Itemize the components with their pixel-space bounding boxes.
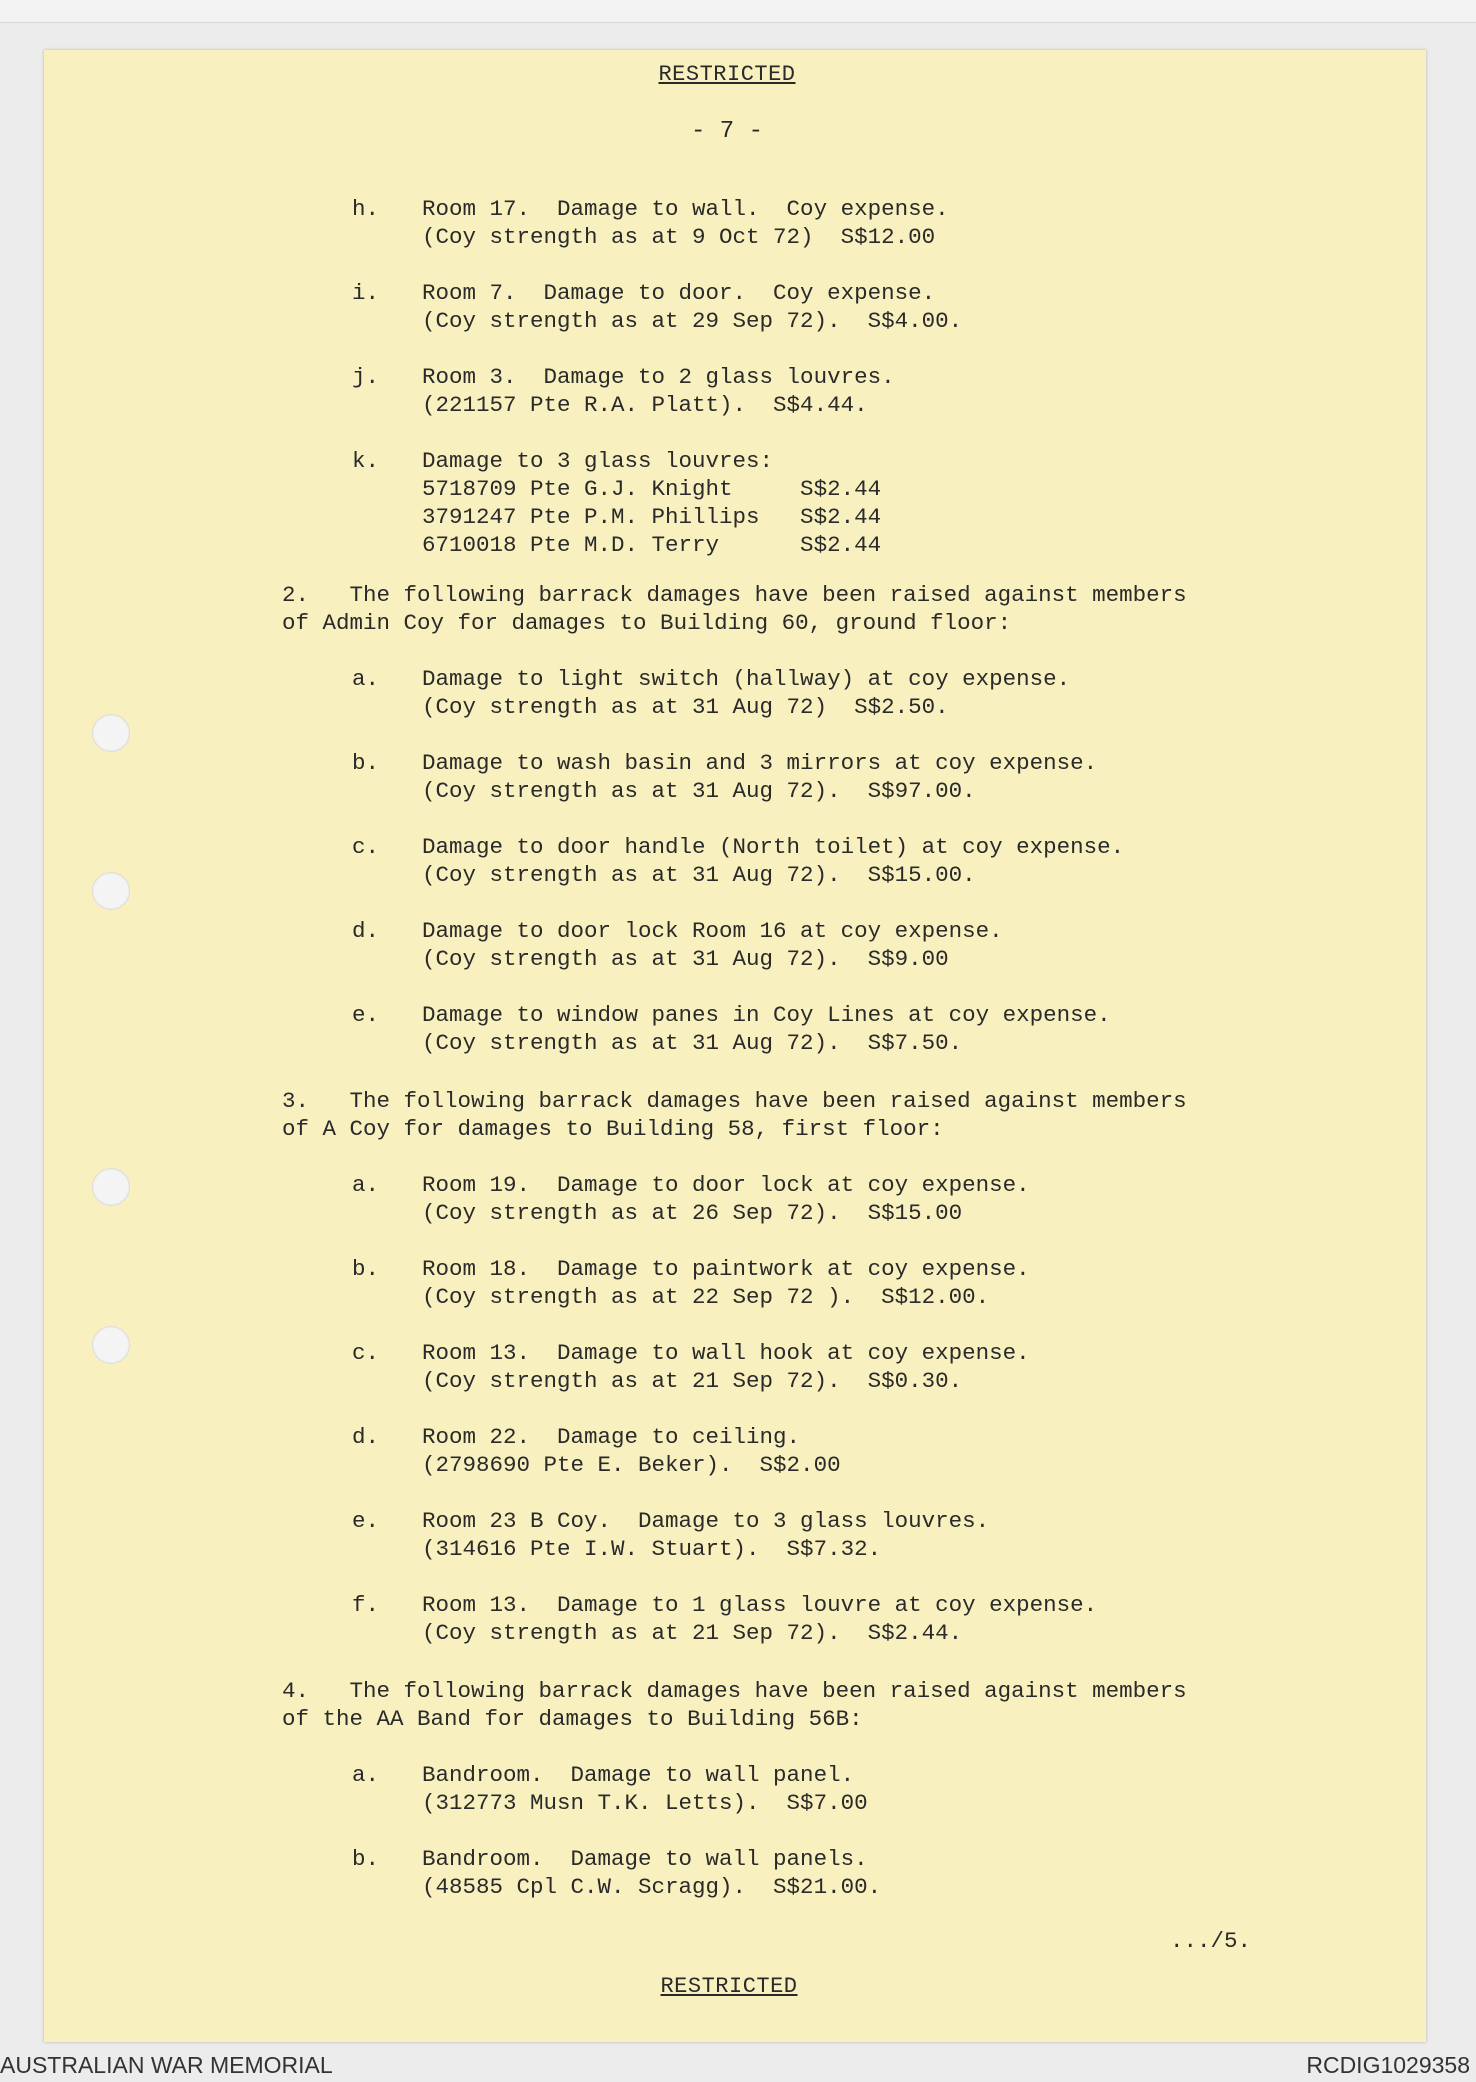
item-line: Room 13. Damage to 1 glass louvre at coy expense. [422, 1592, 1098, 1618]
item-line: (Coy strength as at 9 Oct 72) S$12.00 [422, 224, 936, 250]
item-letter: e. [352, 1508, 380, 1534]
item-letter: i. [352, 280, 380, 306]
item-letter: f. [352, 1592, 380, 1618]
item-letter: b. [352, 1256, 380, 1282]
item-letter: c. [352, 834, 380, 860]
item-line: Damage to light switch (hallway) at coy expense. [422, 666, 1071, 692]
item-letter: j. [352, 364, 380, 390]
classification-header: RESTRICTED [658, 62, 796, 87]
paragraph-line: 4. The following barrack damages have been raised against members [282, 1678, 1187, 1704]
classification-footer: RESTRICTED [660, 1974, 798, 1999]
item-line: Bandroom. Damage to wall panels. [422, 1846, 868, 1872]
item-letter: b. [352, 1846, 380, 1872]
item-letter: h. [352, 196, 380, 222]
page-number: - 7 - [690, 118, 763, 145]
punch-hole [92, 1326, 130, 1364]
paragraph-line: 2. The following barrack damages have been raised against members [282, 582, 1187, 608]
item-line: (Coy strength as at 21 Sep 72). S$0.30. [422, 1368, 963, 1394]
item-line: Room 13. Damage to wall hook at coy expense. [422, 1340, 1030, 1366]
punch-hole [92, 872, 130, 910]
paragraph-line: 3. The following barrack damages have been raised against members [282, 1088, 1187, 1114]
item-line: Damage to wash basin and 3 mirrors at coy expense. [422, 750, 1098, 776]
item-line: (Coy strength as at 31 Aug 72) S$2.50. [422, 694, 949, 720]
item-letter: b. [352, 750, 380, 776]
item-line: (48585 Cpl C.W. Scragg). S$21.00. [422, 1874, 882, 1900]
item-line: (314616 Pte I.W. Stuart). S$7.32. [422, 1536, 882, 1562]
item-line: (Coy strength as at 31 Aug 72). S$7.50. [422, 1030, 963, 1056]
item-line: Room 18. Damage to paintwork at coy expense. [422, 1256, 1030, 1282]
item-letter: a. [352, 1172, 380, 1198]
item-line: Damage to door handle (North toilet) at coy expense. [422, 834, 1125, 860]
item-letter: e. [352, 1002, 380, 1028]
item-line: (Coy strength as at 29 Sep 72). S$4.00. [422, 308, 963, 334]
item-line: Room 19. Damage to door lock at coy expense. [422, 1172, 1030, 1198]
item-line: (Coy strength as at 31 Aug 72). S$15.00. [422, 862, 976, 888]
paragraph-line: of A Coy for damages to Building 58, first floor: [282, 1116, 944, 1142]
item-line: (312773 Musn T.K. Letts). S$7.00 [422, 1790, 868, 1816]
punch-hole [92, 714, 130, 752]
item-line: Damage to 3 glass louvres: [422, 448, 774, 474]
paragraph-line: of Admin Coy for damages to Building 60, ground floor: [282, 610, 1012, 636]
item-letter: d. [352, 1424, 380, 1450]
item-line: Bandroom. Damage to wall panel. [422, 1762, 855, 1788]
scanner-edge [0, 0, 1476, 23]
item-line: 6710018 Pte M.D. Terry S$2.44 [422, 532, 882, 558]
punch-hole [92, 1168, 130, 1206]
item-letter: a. [352, 666, 380, 692]
item-line: Room 7. Damage to door. Coy expense. [422, 280, 936, 306]
item-line: (Coy strength as at 21 Sep 72). S$2.44. [422, 1620, 963, 1646]
document-page [44, 50, 1426, 2042]
item-line: Room 17. Damage to wall. Coy expense. [422, 196, 949, 222]
item-line: Room 23 B Coy. Damage to 3 glass louvres. [422, 1508, 990, 1534]
item-letter: k. [352, 448, 380, 474]
item-line: Damage to window panes in Coy Lines at coy expense. [422, 1002, 1111, 1028]
item-line: 3791247 Pte P.M. Phillips S$2.44 [422, 504, 882, 530]
item-line: Damage to door lock Room 16 at coy expense. [422, 918, 1003, 944]
continuation-marker: .../5. [1170, 1928, 1252, 1954]
item-line: (2798690 Pte E. Beker). S$2.00 [422, 1452, 841, 1478]
paragraph-line: of the AA Band for damages to Building 56B: [282, 1706, 863, 1732]
item-line: Room 3. Damage to 2 glass louvres. [422, 364, 895, 390]
item-line: (221157 Pte R.A. Platt). S$4.44. [422, 392, 868, 418]
item-line: Room 22. Damage to ceiling. [422, 1424, 801, 1450]
item-letter: a. [352, 1762, 380, 1788]
item-line: 5718709 Pte G.J. Knight S$2.44 [422, 476, 882, 502]
item-line: (Coy strength as at 22 Sep 72 ). S$12.00. [422, 1284, 990, 1310]
archive-caption-right: RCDIG1029358 [1306, 2052, 1470, 2078]
item-letter: d. [352, 918, 380, 944]
archive-caption-left: AUSTRALIAN WAR MEMORIAL [0, 2052, 333, 2078]
item-line: (Coy strength as at 26 Sep 72). S$15.00 [422, 1200, 963, 1226]
item-line: (Coy strength as at 31 Aug 72). S$97.00. [422, 778, 976, 804]
item-line: (Coy strength as at 31 Aug 72). S$9.00 [422, 946, 949, 972]
item-letter: c. [352, 1340, 380, 1366]
